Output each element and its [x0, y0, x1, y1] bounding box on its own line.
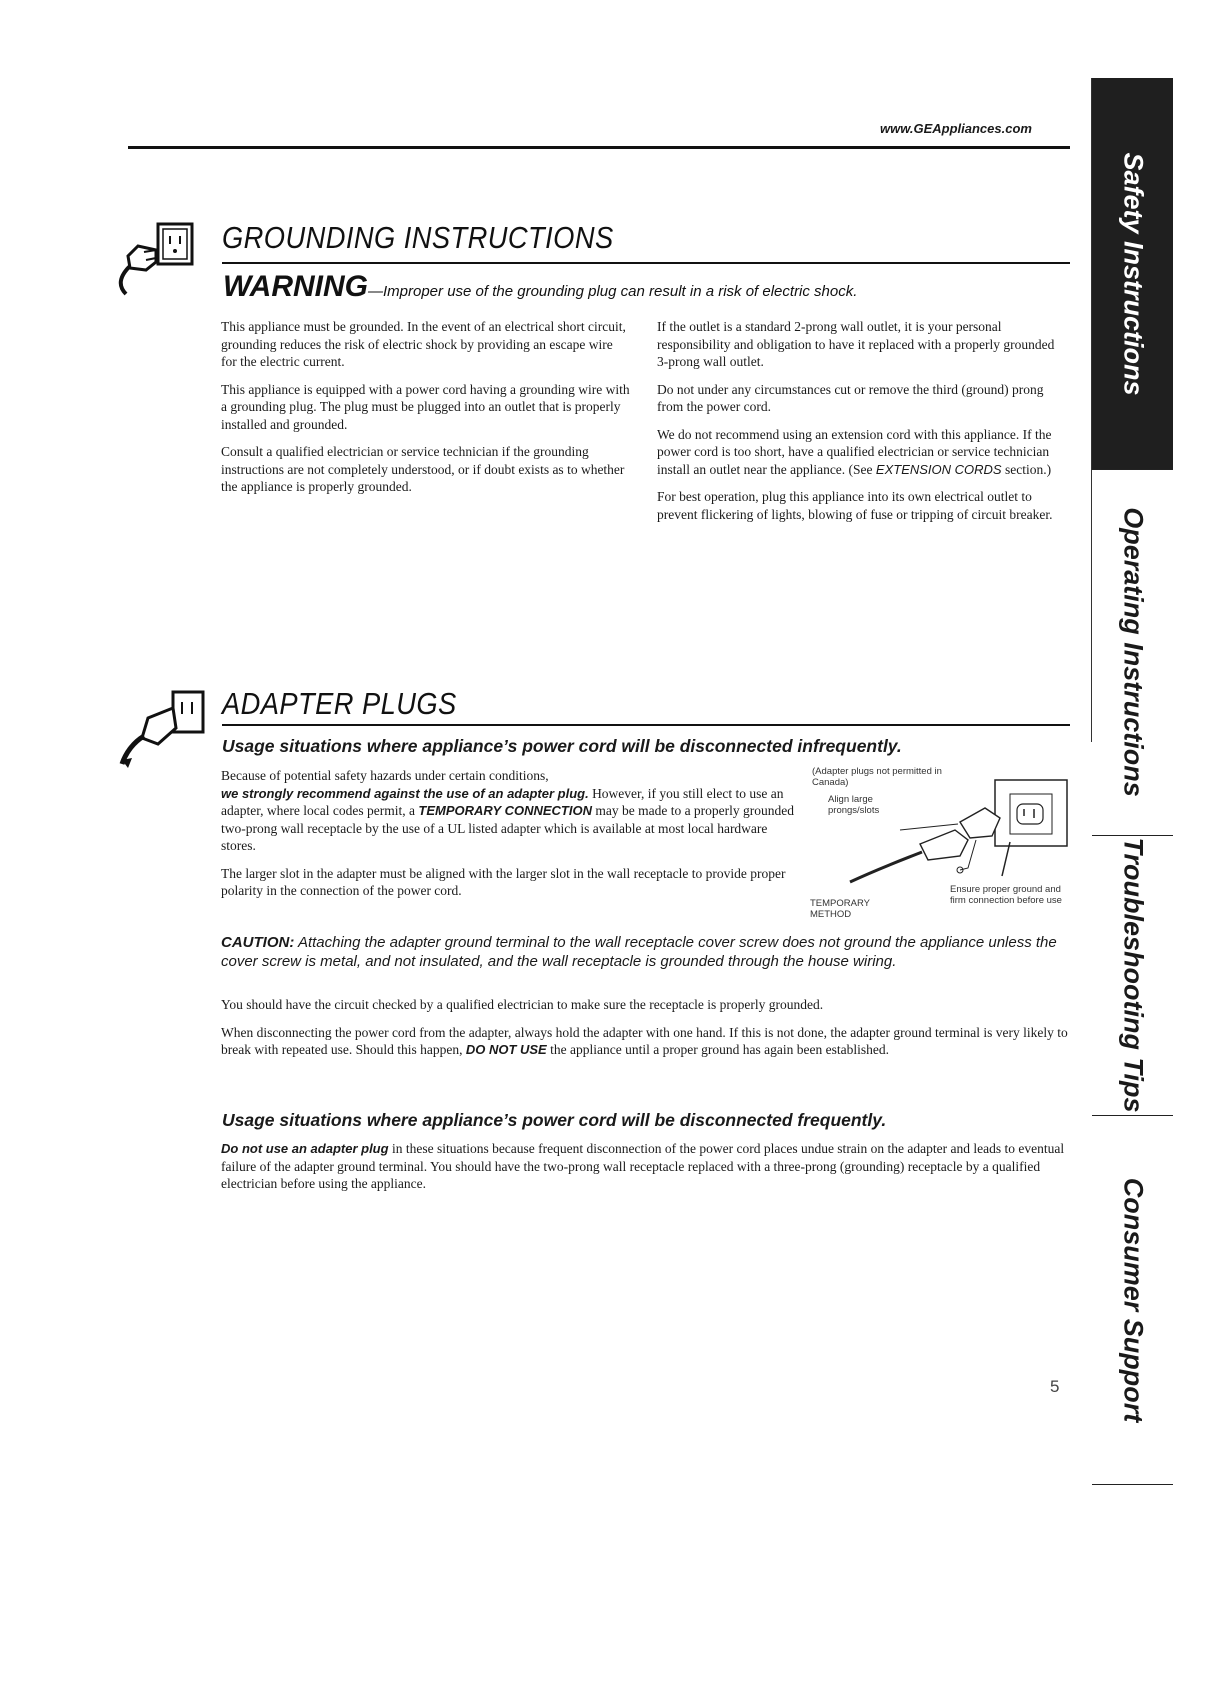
warning-line	[223, 270, 857, 304]
caution-label: CAUTION:	[221, 934, 295, 951]
warning-text: —Improper use of the grounding plug can result in a risk of electric shock.	[368, 283, 858, 300]
grounding-left-column	[221, 318, 631, 506]
adapter-paragraph	[221, 767, 801, 855]
text: Because of potential safety hazards under certain conditions,	[221, 768, 549, 783]
extension-cords-link[interactable]: EXTENSION CORDS	[875, 461, 1002, 477]
temporary-connection-text: TEMPORARY CONNECTION	[418, 803, 592, 818]
caution-text: Attaching the adapter ground terminal to the wall receptacle cover screw does not ground the appliance unless the cover screw is metal, and not insulated, and the wall receptacle is grounded through the house wiring.	[221, 934, 1057, 970]
extension-cord-paragraph	[657, 426, 1067, 479]
temporary-method-label: TEMPORARY METHOD	[810, 898, 870, 920]
adapter-rule	[222, 724, 1070, 726]
caution-block	[221, 934, 1071, 971]
warning-word: WARNING	[223, 270, 368, 303]
adapter-title: ADAPTER PLUGS	[222, 686, 457, 721]
text: When disconnecting the power cord from the adapter, always hold the adapter with one hand. If this is not done, the adapter ground terminal is very likely to break with repeated use. Should this happen,	[221, 1024, 1068, 1057]
adapter-paragraph: You should have the circuit checked by a qualified electrician to make sure the receptacle is properly grounded.	[221, 997, 824, 1012]
adapter-figure	[810, 764, 1070, 934]
tab-troubleshooting-tips[interactable]	[1092, 835, 1173, 1116]
tab-label: Consumer Support	[1118, 1177, 1148, 1422]
tab-label: Troubleshooting Tips	[1118, 837, 1148, 1113]
header-rule	[128, 146, 1070, 149]
grounding-rule	[222, 262, 1070, 264]
grounding-paragraph: Consult a qualified electrician or service technician if the grounding instructions are not completely understood, or if doubt exists as to whether the appliance is properly grounded.	[221, 444, 625, 494]
ensure-ground-label: Ensure proper ground and firm connection before use	[950, 884, 1062, 906]
adapter-plug-icon	[118, 688, 218, 778]
adapter-paragraph: The larger slot in the adapter must be aligned with the larger slot in the wall receptacle to provide proper polarity in the connection of the power cord.	[221, 865, 786, 898]
subhead-frequent: Usage situations where appliance’s power cord will be disconnected frequently.	[222, 1110, 887, 1130]
tab-label: Safety Instructions	[1118, 151, 1148, 396]
adapter-paragraph	[221, 1140, 1071, 1193]
grounding-paragraph: For best operation, plug this appliance into its own electrical outlet to prevent flickering of lights, blowing of fuse or tripping of circuit breaker.	[657, 489, 1053, 522]
grounding-paragraph: Do not under any circumstances cut or remove the third (ground) prong from the power cord.	[657, 381, 1044, 414]
adapter-text-column	[221, 767, 801, 910]
grounding-paragraph: If the outlet is a standard 2-prong wall outlet, it is your personal responsibility and obligation to have it replaced with a properly grounded 3-prong wall outlet.	[657, 319, 1055, 369]
text: the appliance until a proper ground has again been established.	[546, 1042, 889, 1057]
do-not-use-text: DO NOT USE	[465, 1042, 547, 1057]
align-prongs-label: Align large prongs/slots	[828, 794, 880, 816]
grounding-plug-icon	[108, 222, 208, 312]
adapter-lower-text	[221, 996, 1071, 1069]
subhead-infrequent: Usage situations where appliance’s power cord will be disconnected infrequently.	[222, 736, 902, 756]
text: We do not recommend using an extension cord with this appliance. If the power cord is too short, have a qualified electrician or service technician install an outlet near the appliance. (See	[657, 426, 1052, 477]
grounding-paragraph: This appliance must be grounded. In the event of an electrical short circuit, grounding reduces the risk of electric shock by providing an escape wire for the electric current.	[221, 319, 626, 369]
text: However, if you still elect to use an adapter, where local codes permit, a	[221, 785, 784, 818]
canada-note: (Adapter plugs not permitted in Canada)	[812, 766, 942, 788]
no-adapter-text: Do not use an adapter plug	[221, 1141, 389, 1156]
text: section.)	[1001, 461, 1052, 477]
recommend-against-text: we strongly recommend against the use of an adapter plug.	[221, 785, 589, 801]
tab-label: Operating Instructions	[1118, 507, 1148, 797]
adapter-paragraph	[221, 1024, 1071, 1059]
section-tabs	[1091, 78, 1173, 1422]
tab-consumer-support[interactable]	[1092, 1115, 1173, 1485]
grounding-right-column	[657, 318, 1067, 533]
tab-safety-instructions[interactable]	[1092, 78, 1173, 470]
grounding-paragraph: This appliance is equipped with a power cord having a grounding wire with a grounding plug. The plug must be plugged into an outlet that is properly installed and grounded.	[221, 381, 630, 432]
website-url[interactable]: www.GEAppliances.com	[880, 121, 1032, 136]
text: may be made to a properly grounded two-prong wall receptacle by the use of a UL listed adapter which is available at most local hardware stores.	[221, 803, 795, 853]
tab-operating-instructions[interactable]	[1092, 469, 1173, 836]
frequent-text	[221, 1140, 1071, 1203]
grounding-title: GROUNDING INSTRUCTIONS	[222, 220, 614, 255]
page-number: 5	[1050, 1377, 1060, 1396]
text: in these situations because frequent disconnection of the power cord places undue strain on the adapter and leads to eventual failure of the adapter ground terminal. You should have the two-prong wall receptacle replaced with a three-prong (grounding) receptacle by a qualified electrician before using the appliance.	[221, 1141, 1065, 1191]
